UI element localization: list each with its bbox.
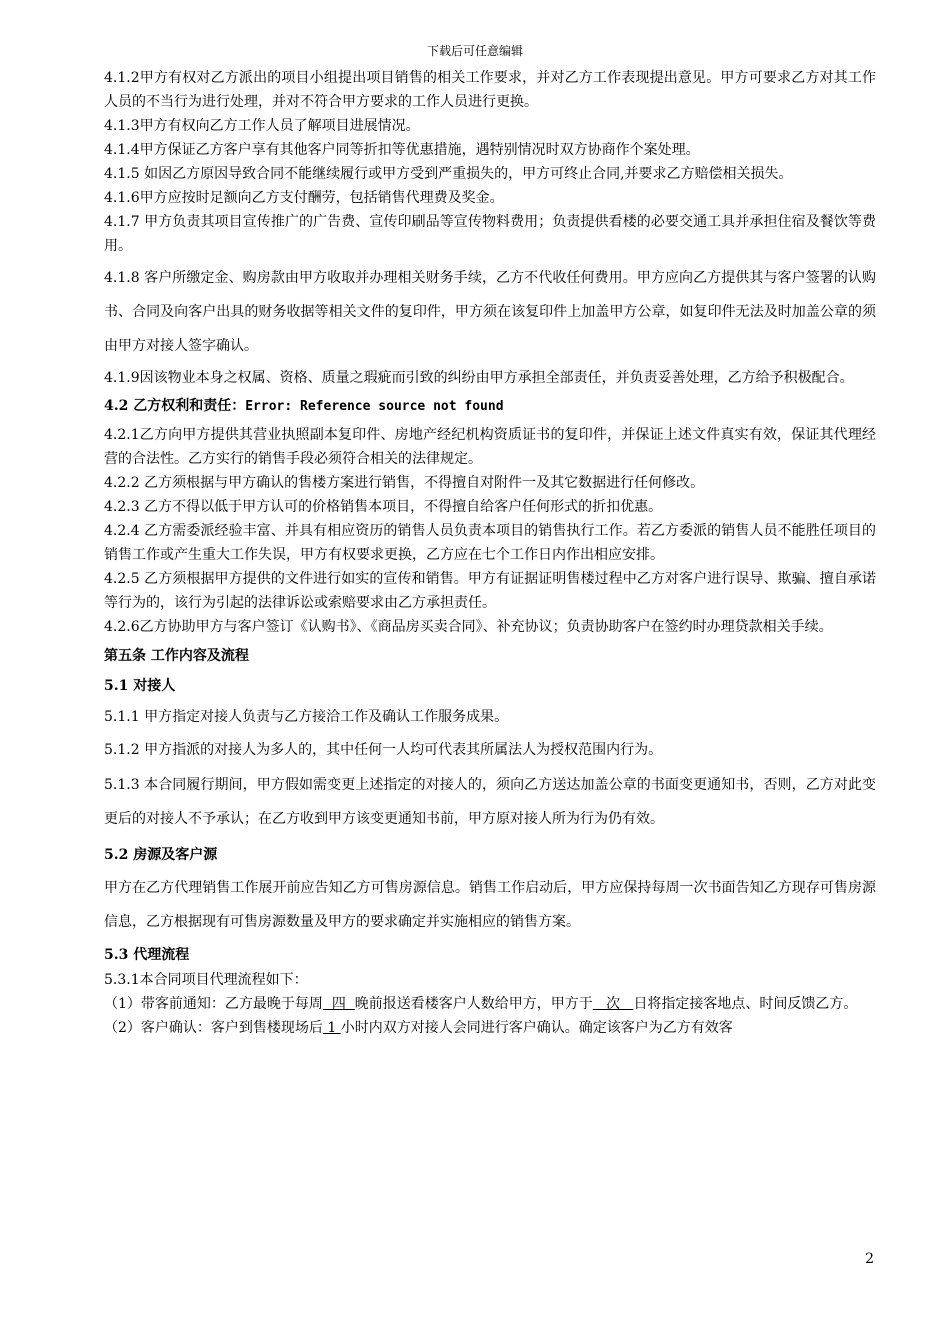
step-2-blank-hours: 1 [322,1020,341,1036]
clause-4-2-4: 4.2.4 乙方需委派经验丰富、并具有相应资历的销售人员负责本项目的销售执行工作。若乙方委派的销售人员不能胜任项目的销售工作或产生重大工作失误，甲方有权要求更换，乙方应在七个工作日内作出相应安排。 [104,523,876,563]
clause-4-2-3: 4.2.3 乙方不得以低于甲方认可的价格销售本项目，不得擅自给客户任何形式的折扣优惠。 [104,499,663,515]
section-heading-4-2 [104,393,876,420]
process-step-1 [104,992,876,1016]
step-1-blank-weekday: 四 [322,996,355,1012]
clause-4-2-1: 4.2.1乙方向甲方提供其营业执照副本复印件、房地产经纪机构资质证书的复印件，并保证上述文件真实有效，保证其代理经营的合法性。乙方实行的销售手段必须符合相关的法律规定。 [104,427,876,467]
process-step-2 [104,1016,876,1040]
step-1-text-a: （1）带客前通知：乙方最晚于每周 [104,996,323,1012]
section-heading-5-3: 5.3 代理流程 [104,947,190,963]
section-heading-4-2-text: 4.2 乙方权利和责任： [104,398,246,414]
clause-5-1-1: 5.1.1 甲方指定对接人负责与乙方接洽工作及确认工作服务成果。 [104,709,509,725]
step-2-text-a: （2）客户确认：客户到售楼现场后 [104,1020,323,1036]
step-1-blank-day: 次 [592,996,634,1012]
clause-4-1-6: 4.1.6甲方应按时足额向乙方支付酬劳，包括销售代理费及奖金。 [104,190,504,206]
page-number: 2 [865,1251,874,1267]
clause-5-1-3: 5.1.3 本合同履行期间，甲方假如需变更上述指定的对接人的，须向乙方送达加盖公章的书面变更通知书，否则，乙方对此变更后的对接人不予承认；在乙方收到甲方该变更通知书前，甲方原对接人所为行为仍有效。 [104,777,876,827]
clause-4-2-5: 4.2.5 乙方须根据甲方提供的文件进行如实的宣传和销售。甲方有证据证明售楼过程中乙方对客户进行误导、欺骗、擅自承诺等行为的，该行为引起的法律诉讼或索赔要求由乙方承担责任。 [104,571,876,611]
clause-5-1-2: 5.1.2 甲方指派的对接人为多人的，其中任何一人均可代表其所属法人为授权范围内行为。 [104,742,663,758]
step-2-text-b: 小时内双方对接人会同进行客户确认。确定该客户为乙方有效客 [340,1020,733,1036]
clause-4-1-5: 4.1.5 如因乙方原因导致合同不能继续履行或甲方受到严重损失的，甲方可终止合同,并要求乙方赔偿相关损失。 [104,166,793,182]
step-1-text-b: 晚前报送看楼客户人数给甲方，甲方于 [354,996,593,1012]
section-heading-5-2: 5.2 房源及客户源 [104,847,218,863]
clause-4-1-3: 4.1.3甲方有权向乙方工作人员了解项目进展情况。 [104,118,420,134]
clause-4-1-2: 4.1.2甲方有权对乙方派出的项目小组提出项目销售的相关工作要求，并对乙方工作表现提出意见。甲方可要求乙方对其工作人员的不当行为进行处理，并对不符合甲方要求的工作人员进行更换。 [104,70,876,110]
section-heading-5-1: 5.1 对接人 [104,678,176,694]
document-body [104,66,876,1040]
clause-5-3-1: 5.3.1本合同项目代理流程如下： [104,972,308,988]
clause-4-1-9: 4.1.9因该物业本身之权属、资格、质量之瑕疵而引致的纠纷由甲方承担全部责任，并负责妥善处理，乙方给予积极配合。 [104,370,854,386]
clause-4-2-2: 4.2.2 乙方须根据与甲方确认的售楼方案进行销售，不得擅自对附件一及其它数据进行任何修改。 [104,475,705,491]
step-1-text-c: 日将指定接客地点、时间反馈乙方。 [633,996,858,1012]
article-5-heading: 第五条 工作内容及流程 [104,648,249,664]
reference-error-text: Error: Reference source not found [245,399,504,414]
page-header: 下载后可任意编辑 [426,44,523,58]
clause-4-1-8: 4.1.8 客户所缴定金、购房款由甲方收取并办理相关财务手续，乙方不代收任何费用。甲方应向乙方提供其与客户签署的认购书、合同及向客户出具的财务收据等相关文件的复印件，甲方须在该复印件上加盖甲方公章，如复印件无法及时加盖公章的须由甲方对接人签字确认。 [104,270,876,354]
clause-5-2: 甲方在乙方代理销售工作展开前应告知乙方可售房源信息。销售工作启动后，甲方应保持每周一次书面告知乙方现存可售房源信息，乙方根据现有可售房源数量及甲方的要求确定并实施相应的销售方案。 [104,880,876,930]
clause-4-2-6: 4.2.6乙方协助甲方与客户签订《认购书》、《商品房买卖合同》、补充协议；负责协助客户在签约时办理贷款相关手续。 [104,619,833,635]
clause-4-1-7: 4.1.7 甲方负责其项目宣传推广的广告费、宣传印刷品等宣传物料费用；负责提供看楼的必要交通工具并承担住宿及餐饮等费用。 [104,214,876,254]
clause-4-1-4: 4.1.4甲方保证乙方客户享有其他客户同等折扣等优惠措施，遇特别情况时双方协商作个案处理。 [104,142,700,158]
